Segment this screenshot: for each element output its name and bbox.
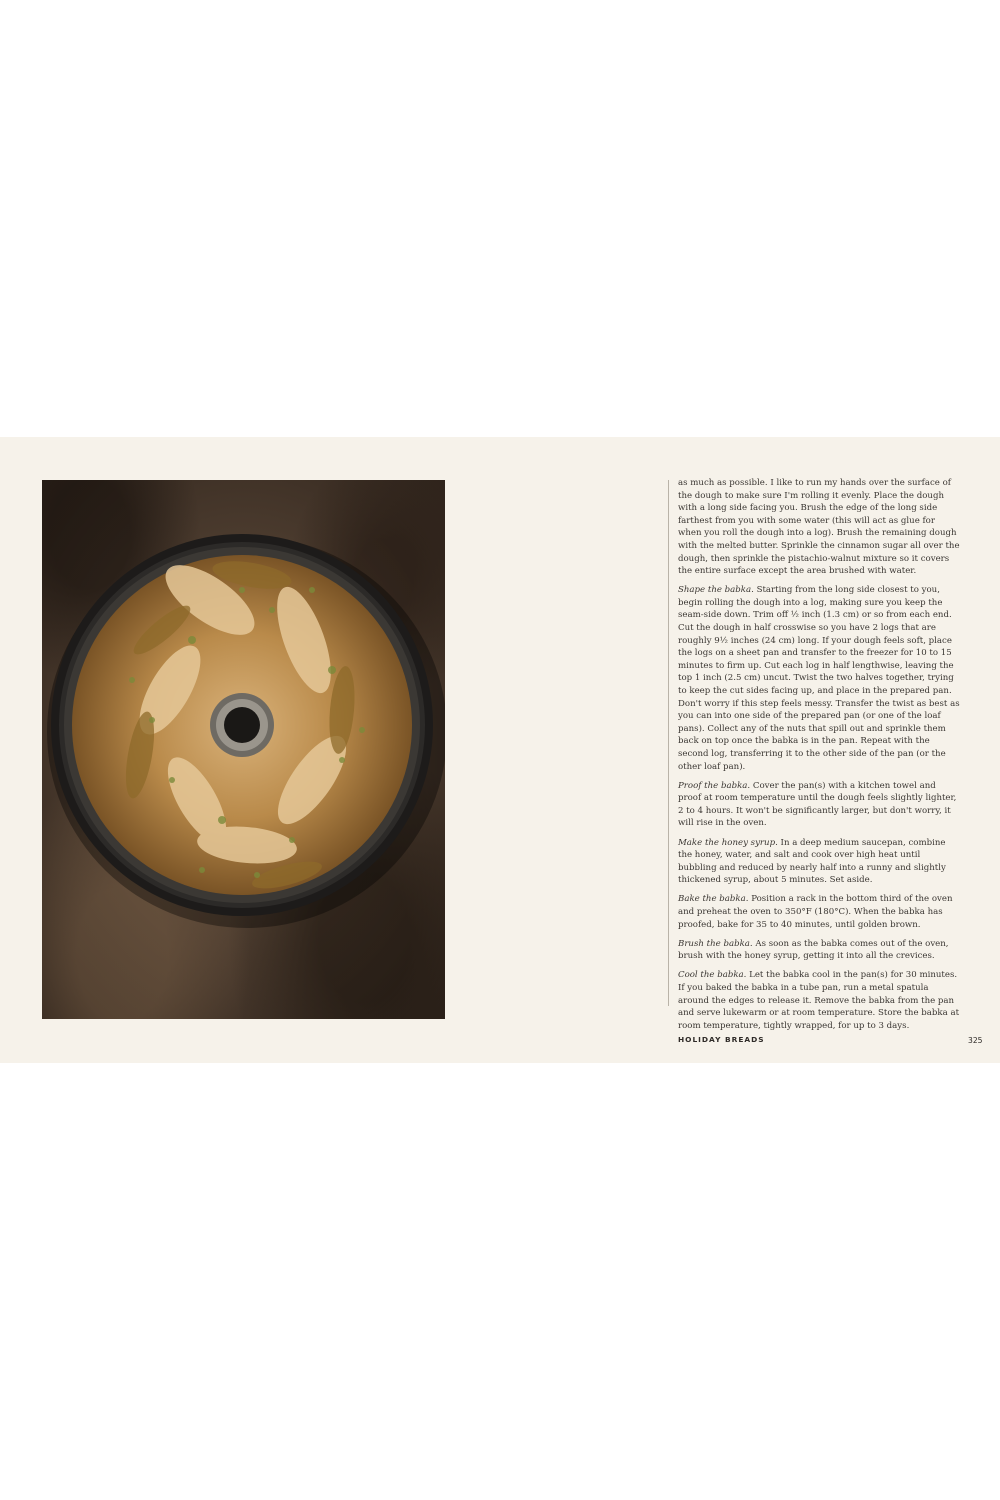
babka-illustration	[42, 480, 445, 1019]
page-number: 325	[968, 1036, 983, 1045]
paragraph-brush: Brush the babka. As soon as the babka comes out of the oven, brush with the honey syrup, getting it into all the crevices.	[678, 938, 949, 962]
book-spread	[0, 437, 1000, 1063]
step-heading: Brush the babka.	[678, 938, 753, 949]
babka-photo	[42, 480, 445, 1019]
paragraph-cool: Cool the babka. Let the babka cool in the pan(s) for 30 minutes. If you baked the babka in a tube pan, run a metal spatula around the edges to release it. Remove the babka from the pan and serve lukewarm or at room temperature. Store the babka at room temperature, tightly wrapped, for up to 3 days.	[678, 970, 960, 1031]
section-footer: HOLIDAY BREADS	[678, 1035, 765, 1044]
step-heading: Bake the babka.	[678, 894, 749, 905]
column-rule	[668, 480, 669, 1006]
paragraph-intro: as much as possible. I like to run my hands over the surface of the dough to make sure I'm rolling it evenly. Place the dough with a long side facing you. Brush the edge of the long side farthest from you with some water (this will act as glue for when you roll the dough into a log). Brush the remaining dough with the melted butter. Sprinkle the cinnamon sugar all over the dough, then sprinkle the pistachio-walnut mixture so it covers the entire surface except the area brushed with water.	[678, 478, 960, 577]
step-heading: Make the honey syrup.	[678, 837, 778, 848]
recipe-text-column	[678, 477, 960, 1039]
paragraph-bake: Bake the babka. Position a rack in the bottom third of the oven and preheat the oven to 350°F (180°C). When the babka has proofed, bake for 35 to 40 minutes, until golden brown.	[678, 894, 953, 930]
paragraph-shape: Shape the babka. Starting from the long side closest to you, begin rolling the dough into a log, making sure you keep the seam-side down. Trim off ½ inch (1.3 cm) or so from each end. Cut the dough in half crosswise so you have 2 logs that are roughly 9½ inches (24 cm) long. If your dough feels soft, place the logs on a sheet pan and transfer to the freezer for 10 to 15 minutes to firm up. Cut each log in half lengthwise, leaving the top 1 inch (2.5 cm) uncut. Twist the two halves together, trying to keep the cut sides facing up, and place in the prepared pan. Don't worry if this step feels messy. Transfer the twist as best as you can into one side of the prepared pan (or one of the loaf pans). Collect any of the nuts that spill out and sprinkle them back on top once the babka is in the pan. Repeat with the second log, transferring it to the other side of the pan (or the other loaf pan).	[678, 585, 960, 772]
paragraph-proof: Proof the babka. Cover the pan(s) with a kitchen towel and proof at room temperature until the dough feels slightly lighter, 2 to 4 hours. It won't be significantly larger, but don't worry, it will rise in the oven.	[678, 780, 957, 829]
step-heading: Shape the babka.	[678, 585, 754, 596]
step-heading: Proof the babka.	[678, 780, 751, 791]
step-heading: Cool the babka.	[678, 970, 747, 981]
paragraph-syrup: Make the honey syrup. In a deep medium saucepan, combine the honey, water, and salt and cook over high heat until bubbling and reduced by nearly half into a runny and slightly thickened syrup, about 5 minutes. Set aside.	[678, 837, 946, 886]
